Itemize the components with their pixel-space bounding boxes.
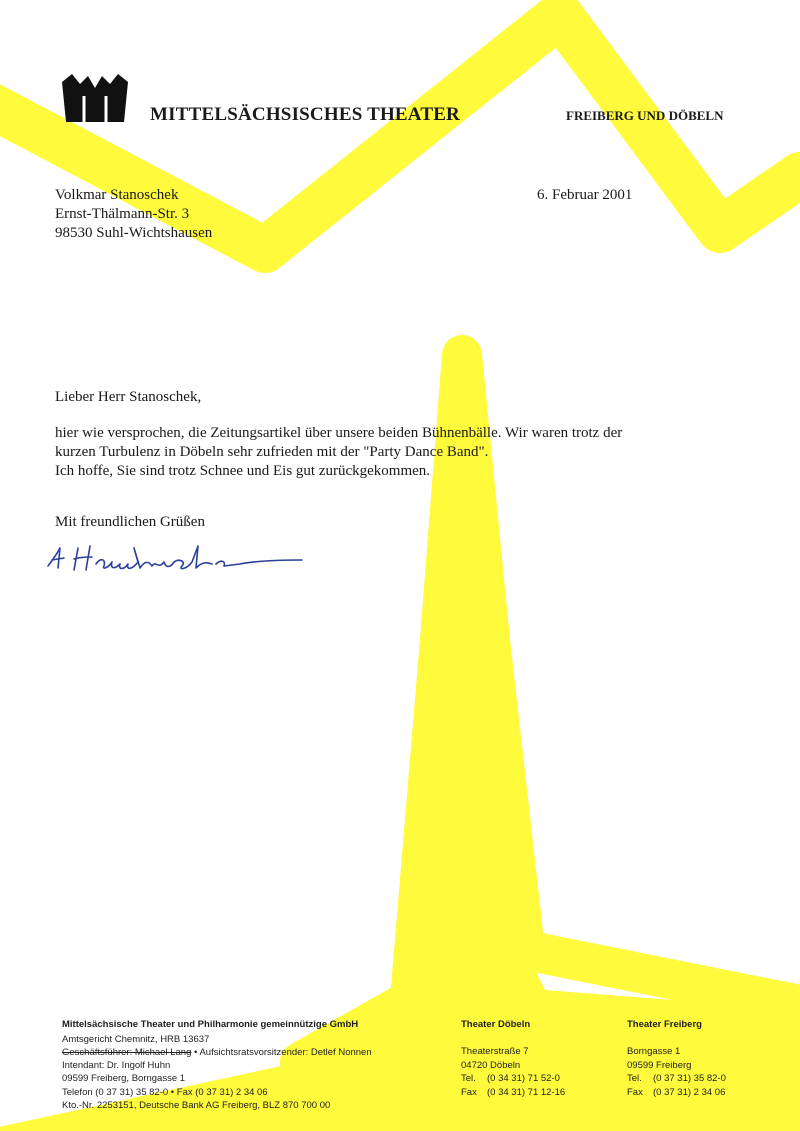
recipient-street: Ernst-Thälmann-Str. 3 [55, 206, 190, 222]
doebeln-tel-label: Tel. [461, 1073, 476, 1084]
doebeln-street: Theaterstraße 7 [461, 1046, 529, 1057]
doebeln-fax-number: (0 34 31) 71 12-16 [487, 1087, 566, 1098]
footer-director: Intendant: Dr. Ingolf Huhn [62, 1060, 171, 1071]
footer-bank: Kto.-Nr. 2253151, Deutsche Bank AG Freiberg, BLZ 870 700 00 [62, 1100, 331, 1111]
footer-board: Aufsichtsratsvorsitzender: Detlef Nonnen [199, 1047, 372, 1058]
doebeln-city: 04720 Döbeln [461, 1060, 521, 1071]
doebeln-fax-label: Fax [461, 1087, 477, 1098]
theater-cities: FREIBERG UND DÖBELN [566, 108, 724, 123]
freiberg-tel-label: Tel. [627, 1073, 642, 1084]
handwritten-signature [40, 540, 310, 576]
footer-phone-fax: Telefon (0 37 31) 35 82-0 • Fax (0 37 31) 2 34 06 [62, 1087, 268, 1098]
body-line: kurzen Turbulenz in Döbeln sehr zufrieden mit der "Party Dance Band". [55, 444, 489, 460]
footer-fax: Fax (0 37 31) 2 34 06 [176, 1087, 268, 1098]
footer-management: Geschäftsführer: Michael Lang • Aufsichtsratsvorsitzender: Detlef Nonnen [62, 1047, 372, 1058]
salutation: Lieber Herr Stanoschek, [55, 389, 202, 405]
freiberg-street: Borngasse 1 [627, 1046, 681, 1057]
theater-crown-logo-icon [62, 74, 128, 122]
footer-address: 09599 Freiberg, Borngasse 1 [62, 1073, 186, 1084]
freiberg-fax-number: (0 37 31) 2 34 06 [653, 1087, 726, 1098]
freiberg-fax [627, 1087, 725, 1098]
body-line: Ich hoffe, Sie sind trotz Schnee und Eis gut zurückgekommen. [55, 463, 431, 479]
letter-date: 6. Februar 2001 [537, 187, 633, 203]
freiberg-tel [627, 1073, 726, 1084]
doebeln-title: Theater Döbeln [461, 1019, 531, 1030]
recipient-city: 98530 Suhl-Wichtshausen [55, 225, 213, 241]
freiberg-tel-number: (0 37 31) 35 82-0 [653, 1073, 726, 1084]
body-line: hier wie versprochen, die Zeitungsartikel über unsere beiden Bühnenbälle. Wir waren trotz der [55, 425, 623, 441]
closing: Mit freundlichen Grüßen [55, 514, 205, 530]
spike-stroke [300, 355, 800, 1062]
doebeln-tel-number: (0 34 31) 71 52-0 [487, 1073, 560, 1084]
footer-ceo-struck: Geschäftsführer: Michael Lang [62, 1047, 192, 1058]
theater-name: MITTELSÄCHSISCHES THEATER [150, 104, 460, 125]
footer-court: Amtsgericht Chemnitz, HRB 13637 [62, 1034, 210, 1045]
footer-phone: Telefon (0 37 31) 35 82-0 [62, 1087, 169, 1098]
freiberg-fax-label: Fax [627, 1087, 643, 1098]
footer-company: Mittelsächsische Theater und Philharmonie gemeinnützige GmbH [62, 1019, 359, 1030]
freiberg-city: 09599 Freiberg [627, 1060, 692, 1071]
doebeln-fax [461, 1087, 565, 1098]
recipient-name: Volkmar Stanoschek [55, 187, 179, 203]
freiberg-title: Theater Freiberg [627, 1019, 702, 1030]
doebeln-tel [461, 1073, 560, 1084]
